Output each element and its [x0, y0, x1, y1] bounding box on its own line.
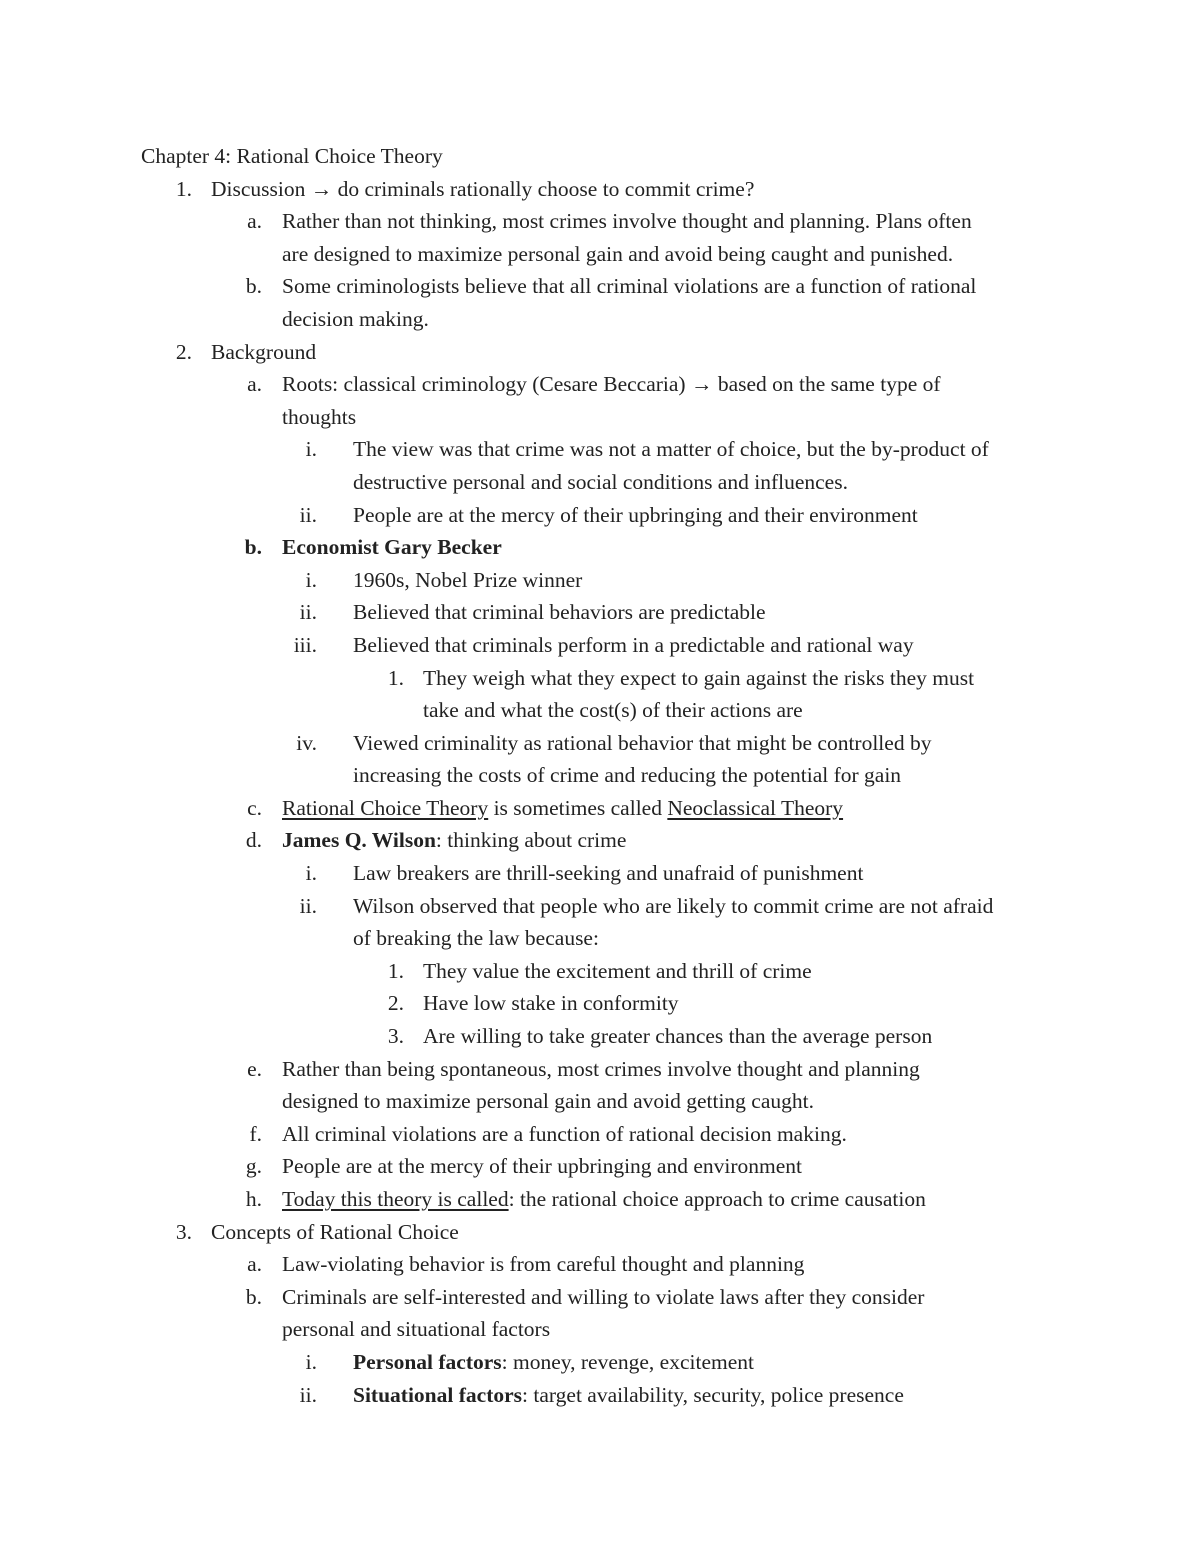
outline-text	[353, 596, 766, 629]
outline-line	[0, 1216, 1200, 1249]
outline-line	[0, 1150, 1200, 1183]
outline-text	[353, 922, 599, 955]
outline-text	[282, 238, 953, 271]
outline-line	[0, 1183, 1200, 1216]
outline-line	[0, 629, 1200, 662]
text-run: is sometimes called	[488, 795, 668, 820]
text-run: The view was that crime was not a matter of choice, but the by-product of	[353, 437, 989, 462]
outline-text	[353, 564, 582, 597]
outline-line	[0, 1346, 1200, 1379]
outline-text	[282, 368, 941, 401]
title-line	[0, 140, 1200, 173]
outline-line	[0, 499, 1200, 532]
text-run: They value the excitement and thrill of crime	[423, 958, 812, 983]
list-marker: i.	[305, 861, 317, 886]
text-run: Believed that criminals perform in a predictable and rational way	[353, 632, 914, 657]
outline-line	[0, 531, 1200, 564]
list-marker: a.	[247, 209, 262, 234]
outline-line	[0, 173, 1200, 206]
outline-line	[0, 1020, 1200, 1053]
list-marker: a.	[247, 372, 262, 397]
text-run: Have low stake in conformity	[423, 991, 679, 1016]
bold-term: Economist Gary Becker	[282, 535, 502, 560]
text-run: Rather than being spontaneous, most crimes involve thought and planning	[282, 1056, 920, 1081]
outline-text	[211, 1216, 459, 1249]
outline-text	[282, 205, 972, 238]
text-run: All criminal violations are a function of rational decision making.	[282, 1121, 847, 1146]
text-run: of breaking the law because:	[353, 926, 599, 951]
outline-line	[0, 662, 1200, 695]
text-run: They weigh what they expect to gain against the risks they must	[423, 665, 975, 690]
outline-line	[0, 922, 1200, 955]
underlined-term: Rational Choice Theory	[282, 795, 489, 820]
list-marker: 1.	[387, 665, 404, 690]
outline-text	[282, 1118, 847, 1151]
outline-text	[282, 303, 429, 336]
text-run: Some criminologists believe that all criminal violations are a function of rational	[282, 274, 977, 299]
bold-term: Personal factors	[353, 1349, 502, 1374]
outline-line	[0, 433, 1200, 466]
outline-text	[353, 629, 914, 662]
text-run: : target availability, security, police presence	[522, 1382, 904, 1407]
outline-line	[0, 401, 1200, 434]
outline-text	[423, 1020, 932, 1053]
outline-line	[0, 1118, 1200, 1151]
outline-text	[282, 1313, 550, 1346]
outline-line	[0, 955, 1200, 988]
outline-line	[0, 792, 1200, 825]
list-marker: g.	[245, 1154, 262, 1179]
text-run: 1960s, Nobel Prize winner	[353, 567, 583, 592]
list-marker: c.	[247, 795, 262, 820]
underlined-term: Today this theory is called	[282, 1187, 509, 1211]
list-marker: ii.	[299, 893, 317, 918]
outline-text	[353, 727, 931, 760]
list-marker: 2.	[387, 991, 404, 1016]
text-run: Are willing to take greater chances than the average person	[423, 1024, 933, 1049]
outline-text	[282, 824, 626, 857]
outline-text	[353, 857, 863, 890]
list-marker: 1.	[175, 176, 192, 201]
text-run: take and what the cost(s) of their actions are	[423, 698, 803, 723]
text-run: destructive personal and social conditions and influences.	[353, 469, 848, 494]
list-marker: ii.	[299, 502, 317, 527]
outline-text	[353, 1379, 904, 1412]
text-run: People are at the mercy of their upbringing and environment	[282, 1154, 803, 1179]
outline-text	[423, 694, 803, 727]
list-marker: e.	[247, 1056, 262, 1081]
outline-text	[353, 759, 901, 792]
outline-line	[0, 694, 1200, 727]
outline-line	[0, 727, 1200, 760]
outline-line	[0, 205, 1200, 238]
outline-line	[0, 890, 1200, 923]
text-run: : thinking about crime	[435, 828, 627, 853]
list-marker: b.	[244, 535, 262, 560]
bold-term: James Q. Wilson	[282, 828, 436, 853]
outline-line	[0, 466, 1200, 499]
text-run: Concepts of Rational Choice	[211, 1219, 459, 1244]
outline-line	[0, 238, 1200, 271]
list-marker: iv.	[296, 730, 317, 755]
outline-text	[423, 987, 679, 1020]
list-marker: ii.	[299, 600, 317, 625]
outline-text	[211, 336, 316, 369]
list-marker: ii.	[299, 1382, 317, 1407]
text-run: Law breakers are thrill-seeking and unafraid of punishment	[353, 861, 864, 886]
text-run: Background	[211, 339, 317, 364]
list-marker: i.	[305, 1349, 317, 1374]
outline-line	[0, 987, 1200, 1020]
text-run: Viewed criminality as rational behavior that might be controlled by	[353, 730, 932, 755]
outline-text	[282, 792, 843, 825]
outline-text	[353, 433, 989, 466]
outline-line	[0, 857, 1200, 890]
text-run: thoughts	[282, 404, 357, 429]
text-run: Believed that criminal behaviors are predictable	[353, 600, 766, 625]
outline-text	[282, 1281, 924, 1314]
text-run: Law-violating behavior is from careful thought and planning	[282, 1252, 805, 1277]
outline-line	[0, 1053, 1200, 1086]
outline-text	[282, 1248, 804, 1281]
list-marker: i.	[305, 437, 317, 462]
text-run: designed to maximize personal gain and avoid getting caught.	[282, 1089, 814, 1114]
text-run: personal and situational factors	[282, 1317, 551, 1342]
list-marker: 3.	[175, 1219, 192, 1244]
outline-text	[423, 955, 812, 988]
outline-line	[0, 1379, 1200, 1412]
list-marker: b.	[245, 274, 262, 299]
outline-text	[282, 1183, 926, 1216]
list-marker: iii.	[293, 632, 317, 657]
bold-term: Situational factors	[353, 1382, 523, 1407]
outline-line	[0, 270, 1200, 303]
list-marker: i.	[305, 567, 317, 592]
text-run: increasing the costs of crime and reducing the potential for gain	[353, 763, 902, 788]
outline-line	[0, 1313, 1200, 1346]
outline-text	[353, 499, 918, 532]
list-marker: f.	[249, 1121, 262, 1146]
page-title: Chapter 4: Rational Choice Theory	[141, 144, 443, 168]
outline-line	[0, 336, 1200, 369]
text-run: People are at the mercy of their upbringing and their environment	[353, 502, 918, 527]
list-marker: 1.	[387, 958, 404, 983]
outline-line	[0, 1085, 1200, 1118]
outline-line	[0, 759, 1200, 792]
list-marker: b.	[245, 1284, 262, 1309]
outline-text	[423, 662, 974, 695]
outline-text	[353, 1346, 754, 1379]
list-marker: h.	[245, 1187, 262, 1211]
text-run: Wilson observed that people who are likely to commit crime are not afraid	[353, 893, 994, 918]
outline-line	[0, 1281, 1200, 1314]
outline-text	[211, 173, 754, 206]
outline-line	[0, 824, 1200, 857]
outline-text	[353, 890, 993, 923]
text-run: decision making.	[282, 306, 429, 331]
outline-text	[282, 401, 356, 434]
underlined-term: Neoclassical Theory	[667, 795, 844, 820]
outline-text	[282, 1150, 802, 1183]
text-run: Criminals are self-interested and willing to violate laws after they consider	[282, 1284, 925, 1309]
outline-text	[282, 531, 502, 564]
outline-line	[0, 596, 1200, 629]
list-marker: d.	[245, 828, 262, 853]
text-run: Discussion → do criminals rationally choose to commit crime?	[211, 176, 755, 201]
outline-text	[282, 270, 976, 303]
text-run: are designed to maximize personal gain and avoid being caught and punished.	[282, 241, 954, 266]
list-marker: 3.	[387, 1024, 404, 1049]
outline-text	[282, 1085, 814, 1118]
text-run: Rather than not thinking, most crimes involve thought and planning. Plans often	[282, 209, 972, 234]
outline-line	[0, 1248, 1200, 1281]
outline-body	[0, 140, 1200, 1411]
list-marker: 2.	[175, 339, 192, 364]
outline-text	[282, 1053, 920, 1086]
outline-line	[0, 564, 1200, 597]
outline-text	[353, 466, 848, 499]
outline-line	[0, 303, 1200, 336]
outline-line	[0, 368, 1200, 401]
text-run: Roots: classical criminology (Cesare Beccaria) → based on the same type of	[282, 372, 941, 397]
text-run: : money, revenge, excitement	[501, 1349, 754, 1374]
text-run: : the rational choice approach to crime causation	[508, 1187, 926, 1211]
list-marker: a.	[247, 1252, 262, 1277]
